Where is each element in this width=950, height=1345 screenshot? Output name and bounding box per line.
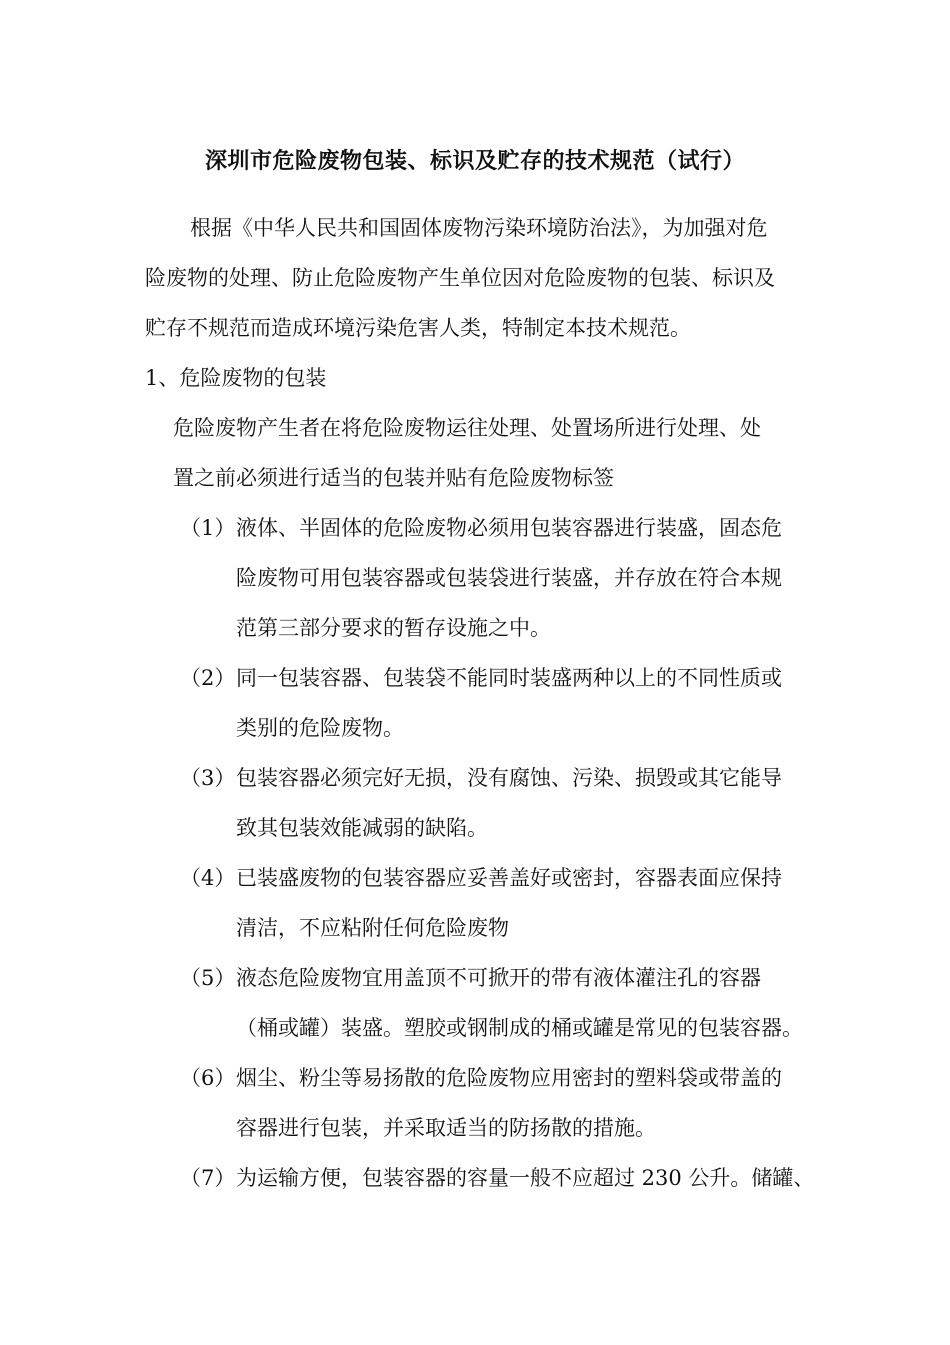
intro-line-2: 险废物的处理、防止危险废物产生单位因对危险废物的包装、标识及: [145, 266, 775, 290]
list-item-number: （5）: [180, 966, 236, 990]
list-item-line: 范第三部分要求的暂存设施之中。: [236, 616, 551, 640]
list-item-number: （7）: [180, 1166, 236, 1190]
list-item-number: （2）: [180, 666, 236, 690]
list-item-line: 包装容器必须完好无损，没有腐蚀、污染、损毁或其它能导: [236, 766, 782, 790]
list-item-line: 致其包装效能减弱的缺陷。: [236, 816, 488, 840]
list-item-line: 烟尘、粉尘等易扬散的危险废物应用密封的塑料袋或带盖的: [236, 1066, 782, 1090]
list-item-line: 同一包装容器、包装袋不能同时装盛两种以上的不同性质或: [236, 666, 782, 690]
list-item-line: 已装盛废物的包装容器应妥善盖好或密封，容器表面应保持: [236, 866, 782, 890]
list-item-line: 液态危险废物宜用盖顶不可掀开的带有液体灌注孔的容器: [236, 966, 761, 990]
list-item-number: （4）: [180, 866, 236, 890]
list-item-line: （桶或罐）装盛。塑胶或钢制成的桶或罐是常见的包装容器。: [236, 1016, 803, 1040]
list-item-line: 为运输方便，包装容器的容量一般不应超过 230 公升。储罐、: [236, 1166, 815, 1190]
list-item-line: 险废物可用包装容器或包装袋进行装盛，并存放在符合本规: [236, 566, 782, 590]
list-item-number: （6）: [180, 1066, 236, 1090]
section-heading: 1、危险废物的包装: [145, 366, 327, 390]
list-item-line: 类别的危险废物。: [236, 716, 404, 740]
intro-line-3: 贮存不规范而造成环境污染危害人类，特制定本技术规范。: [145, 316, 691, 340]
document-title: 深圳市危险废物包装、标识及贮存的技术规范（试行）: [204, 148, 745, 174]
intro-line-1: 根据《中华人民共和国固体废物污染环境防治法》，为加强对危: [190, 216, 768, 240]
section-lead-line-1: 危险废物产生者在将危险废物运往处理、处置场所进行处理、处: [173, 416, 761, 440]
list-item-line: 清洁，不应粘附任何危险废物: [236, 916, 509, 940]
list-item-line: 液体、半固体的危险废物必须用包装容器进行装盛，固态危: [236, 516, 782, 540]
list-item-number: （1）: [180, 516, 236, 540]
section-lead-line-2: 置之前必须进行适当的包装并贴有危险废物标签: [173, 466, 614, 490]
list-item-number: （3）: [180, 766, 236, 790]
list-item-line: 容器进行包装，并采取适当的防扬散的措施。: [236, 1116, 656, 1140]
